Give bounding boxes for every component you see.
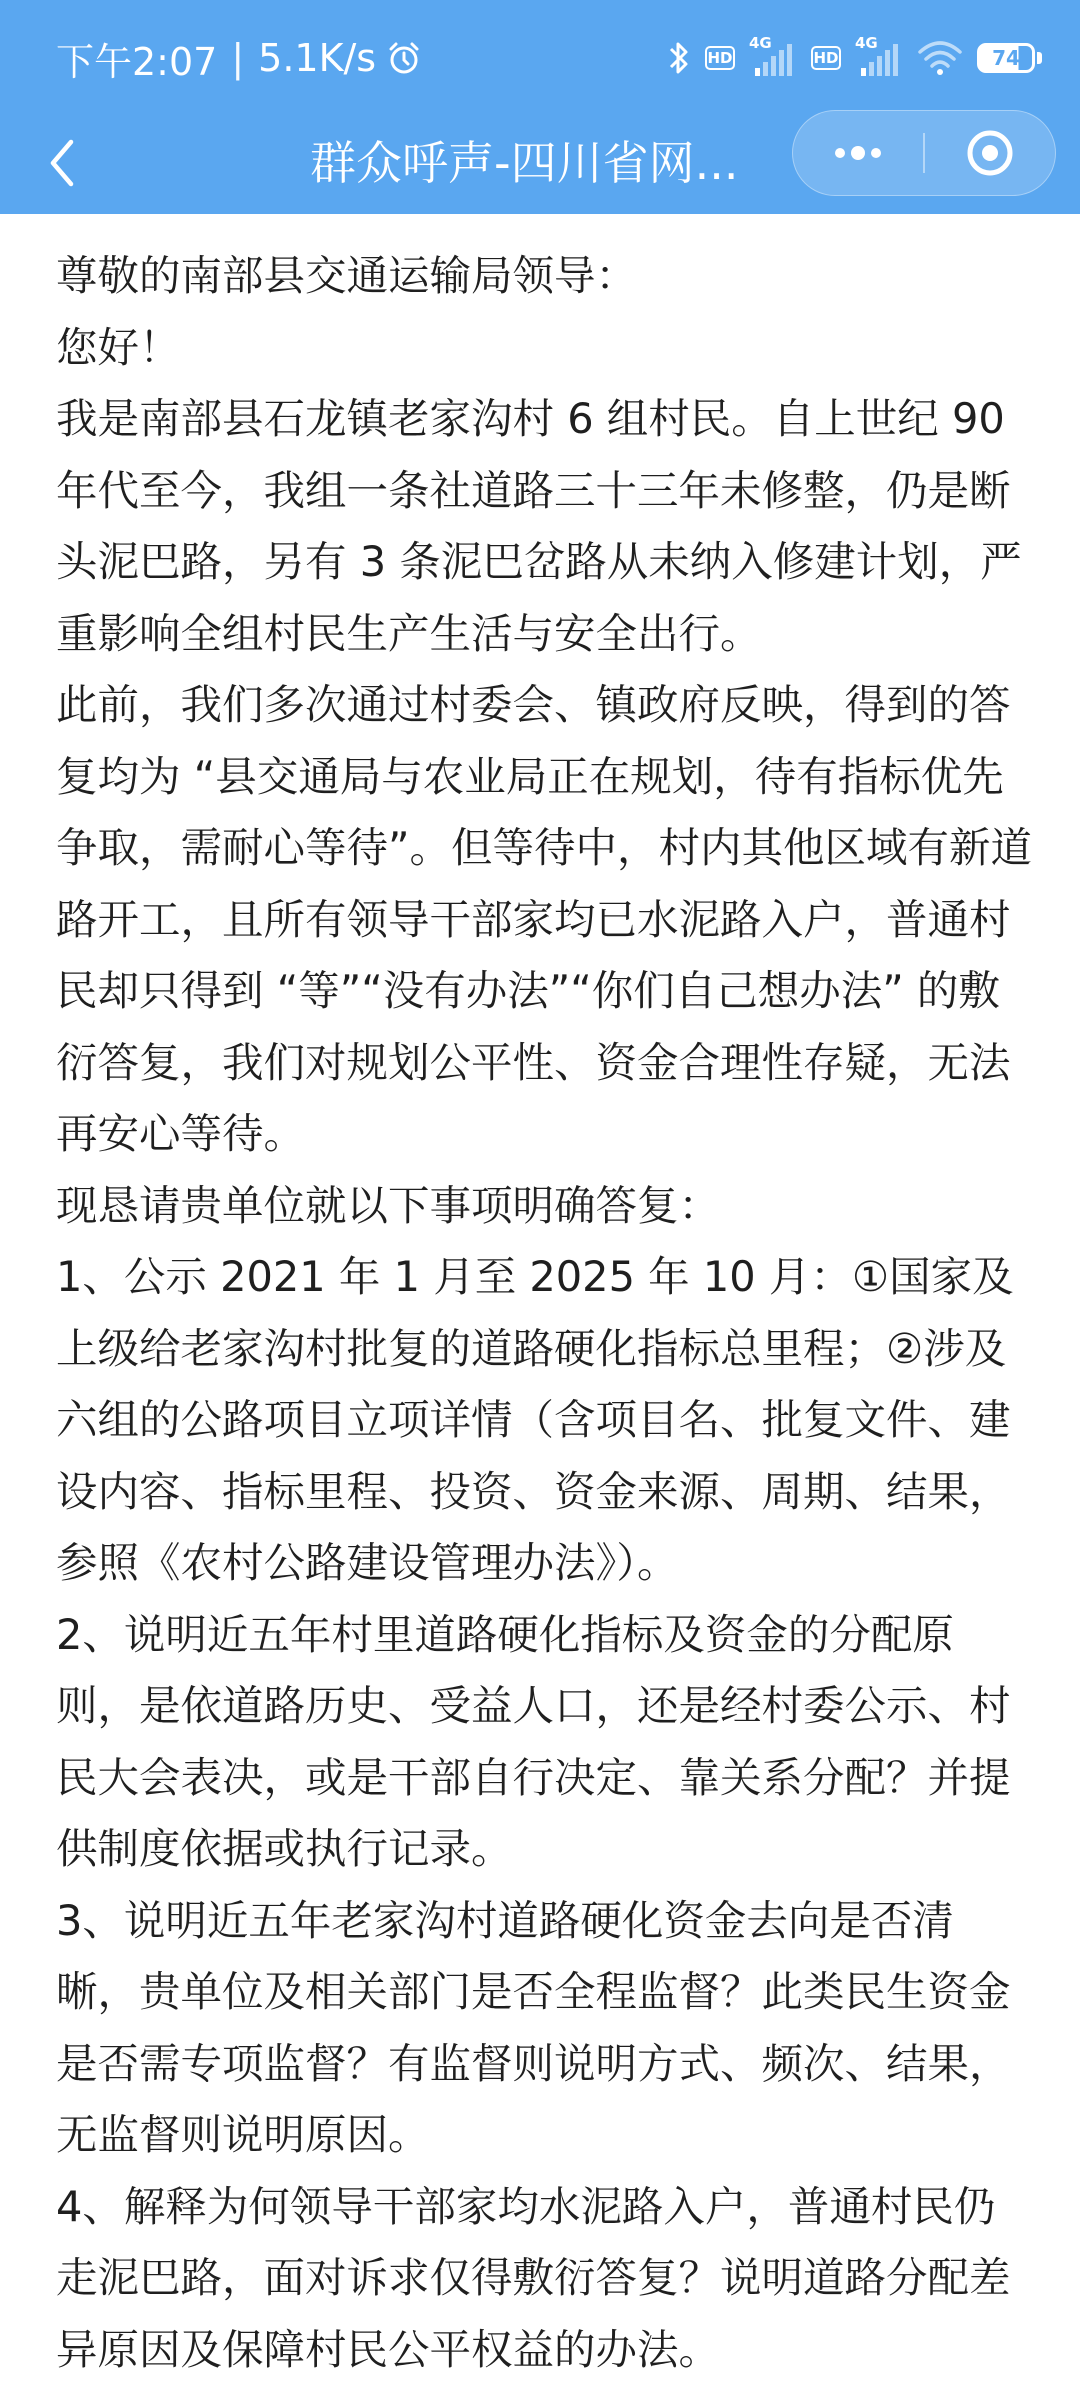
article-paragraph: 1、公示 2021 年 1 月至 2025 年 10 月：①国家及上级给老家沟村批复的道路硬化指标总里程；②涉及六组的公路项目立项详情（含项目名、批复文件、建设内容、指标里程、投资、资金来源、周期、结果，参照《农村公路建设管理办法》）。 [56,1252,1014,1587]
back-button[interactable] [32,130,92,196]
signal-icon-2 [855,34,903,78]
battery-icon [977,43,1042,73]
status-separator: | [231,36,245,80]
article-paragraph: 此前，我们多次通过村委会、镇政府反映，得到的答复均为 “县交通局与农业局正在规划，待有指标优先争取，需耐心等待”。但等待中，村内其他区域有新道路开工，且所有领导干部家均已水泥路入户，普通村民却只得到 “等”“没有办法”“你们自己想办法” 的敷衍答复，我们对规划公平性、资金合理性存疑，无法再安心等待。 [56,680,1033,1158]
network-type-label: 4G [749,34,772,52]
target-circle-icon [965,128,1015,178]
more-button[interactable] [793,111,923,195]
hd-badge: HD [705,46,735,70]
article-paragraph: 4、解释为何领导干部家均水泥路入户，普通村民仍走泥巴路，面对诉求仅得敷衍答复？说明道路分配差异原因及保障村民公平权益的办法。 [56,2181,1011,2374]
article-paragraph: 现恳请贵单位就以下事项明确答复： [56,1180,721,1230]
status-net-speed: 5.1K/s [258,36,377,80]
article-paragraph: 3、说明近五年老家沟村道路硬化资金去向是否清晰，贵单位及相关部门是否全程监督？此类民生资金是否需专项监督？有监督则说明方式、频次、结果，无监督则说明原因。 [56,1895,1011,2159]
status-right [667,28,1042,88]
battery-tip [1037,52,1042,64]
status-left [56,30,422,86]
status-time: 下午2:07 [56,39,218,84]
alarm-icon [386,40,422,76]
article-paragraph: 2、说明近五年村里道路硬化指标及资金的分配原则，是依道路历史、受益人口，还是经村委公示、村民大会表决，或是干部自行决定、靠关系分配？并提供制度依据或执行记录。 [56,1609,1011,1873]
network-type-label-2: 4G [855,34,878,52]
more-dots-icon [828,143,888,163]
chevron-left-icon [47,138,77,188]
close-miniprogram-button[interactable] [925,111,1055,195]
article-paragraph: 尊敬的南部县交通运输局领导： [56,251,638,300]
signal-icon [749,34,797,78]
battery-level: 74 [977,43,1035,73]
bluetooth-icon [667,39,691,77]
article-paragraph: 我是南部县石龙镇老家沟村 6 组村民。自上世纪 90 年代至今，我组一条社道路三十三年未修整，仍是断头泥巴路，另有 3 条泥巴岔路从未纳入修建计划，严重影响全组村民生产生活与安全出行。 [56,394,1022,658]
article-paragraph: 您好！ [56,322,181,372]
wifi-icon [917,40,963,76]
hd-badge-2: HD [811,46,841,70]
status-bar [0,0,1080,112]
page-title: 群众呼声-四川省网... [310,136,739,190]
article-content [56,240,1032,2385]
capsule-menu [792,110,1056,196]
